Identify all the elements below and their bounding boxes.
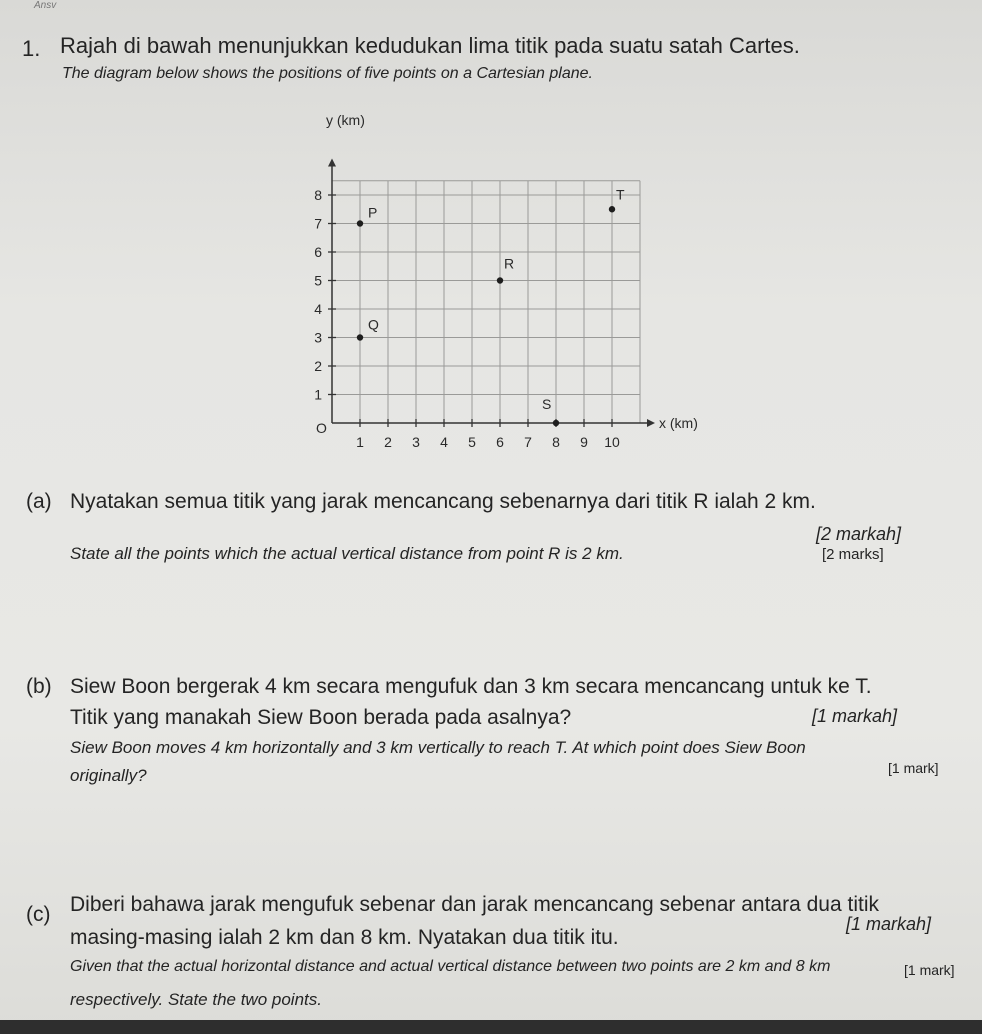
part-c-text-en-2: respectively. State the two points. — [70, 990, 322, 1009]
bottom-edge — [0, 1020, 982, 1034]
question-number: 1. — [22, 36, 41, 61]
part-c-text-en-1: Given that the actual horizontal distance and actual vertical distance between two points are 2 km and 8 km — [70, 958, 831, 975]
part-c-label: (c) — [26, 903, 51, 926]
part-c-text-ms-1: Diberi bahawa jarak mengufuk sebenar dan jarak mencancang sebenar antara dua titik — [70, 893, 879, 916]
x-tick-label: 6 — [496, 434, 504, 450]
x-tick-label: 4 — [440, 434, 448, 450]
y-axis-label: y (km) — [326, 112, 365, 128]
y-tick-label: 8 — [314, 187, 322, 203]
x-tick-label: 9 — [580, 434, 588, 450]
y-tick-label: 6 — [314, 244, 322, 260]
y-tick-label: 5 — [314, 272, 322, 289]
part-a-label: (a) — [26, 490, 52, 513]
y-axis-arrow — [328, 159, 336, 167]
x-tick-label: 10 — [604, 434, 620, 450]
origin-label: O — [316, 420, 327, 436]
point-r — [497, 277, 503, 283]
x-axis-arrow — [647, 419, 655, 427]
x-tick-label: 7 — [524, 434, 532, 450]
part-c-marks-en: [1 mark] — [904, 962, 955, 978]
point-p — [357, 220, 363, 226]
axes — [328, 159, 655, 428]
corner-text: Ansv — [34, 0, 57, 11]
cartesian-plane — [290, 105, 710, 460]
x-tick-label: 8 — [552, 434, 560, 450]
point-label-r: R — [504, 255, 515, 272]
point-label-s: S — [542, 396, 552, 412]
point-t — [609, 206, 615, 212]
part-b-marks-en: [1 mark] — [888, 760, 939, 776]
x-axis-label: x (km) — [659, 415, 698, 431]
part-c-marks-ms: [1 markah] — [846, 914, 932, 934]
y-tick-label: 1 — [314, 386, 322, 403]
grid-lines — [332, 181, 640, 423]
x-tick-label: 1 — [356, 434, 364, 450]
point-label-p: P — [368, 204, 378, 221]
y-tick-label: 4 — [314, 301, 322, 317]
part-a-text-ms: Nyatakan semua titik yang jarak mencancang sebenarnya dari titik R ialah 2 km. — [70, 490, 816, 513]
y-tick-label: 2 — [314, 358, 322, 374]
data-points — [357, 186, 625, 426]
part-a-marks-ms: [2 markah] — [816, 524, 902, 544]
question-intro-ms: Rajah di bawah menunjukkan kedudukan lima titik pada suatu satah Cartes. — [60, 33, 800, 58]
point-s — [553, 420, 559, 426]
part-b-text-en-1: Siew Boon moves 4 km horizontally and 3 km vertically to reach T. At which point does Siew Boon — [70, 738, 806, 757]
x-tick-label: 2 — [384, 434, 392, 450]
y-tick-label: 7 — [314, 215, 322, 232]
point-q — [357, 334, 363, 340]
part-b-label: (b) — [26, 675, 52, 698]
part-a-text-en: State all the points which the actual vertical distance from point R is 2 km. — [70, 544, 624, 563]
part-b-marks-ms: [1 markah] — [812, 706, 898, 726]
x-tick-label: 5 — [468, 434, 476, 450]
point-label-q: Q — [368, 316, 379, 333]
part-c-text-ms-2: masing-masing ialah 2 km dan 8 km. Nyatakan dua titik itu. — [70, 926, 619, 949]
point-label-t: T — [616, 186, 625, 203]
x-tick-label: 3 — [412, 434, 420, 450]
question-intro-en: The diagram below shows the positions of five points on a Cartesian plane. — [62, 65, 593, 82]
part-b-text-en-2: originally? — [70, 766, 147, 785]
part-b-text-ms-1: Siew Boon bergerak 4 km secara mengufuk dan 3 km secara mencancang untuk ke T. — [70, 675, 872, 698]
part-b-text-ms-2: Titik yang manakah Siew Boon berada pada asalnya? — [70, 706, 572, 729]
y-tick-label: 3 — [314, 329, 322, 346]
part-a-marks-en: [2 marks] — [822, 546, 884, 563]
